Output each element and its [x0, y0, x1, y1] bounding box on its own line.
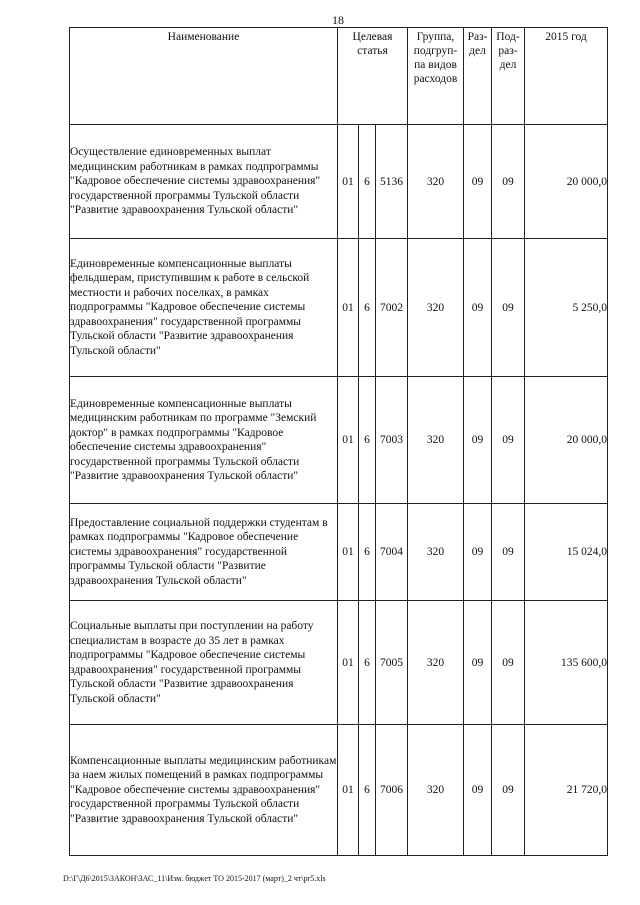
budget-table [69, 27, 608, 856]
table-row [70, 125, 608, 239]
row-section: 09 [464, 239, 492, 377]
row-section: 09 [464, 725, 492, 856]
row-group: 320 [408, 125, 464, 239]
row-code-a: 01 [338, 725, 359, 856]
row-amount: 135 600,0 [525, 601, 608, 725]
row-code-c: 7003 [376, 377, 408, 504]
row-subsection: 09 [492, 601, 525, 725]
row-group: 320 [408, 601, 464, 725]
row-subsection: 09 [492, 377, 525, 504]
row-code-c: 7004 [376, 504, 408, 601]
row-name: Единовременные компенсационные выплаты фельдшерам, приступившим к работе в сельской местности и рабочих поселках, в рамках подпрограммы "Кадровое обеспечение системы здравоохранения" государственной программы Тульской области "Развитие здравоохранения Тульской области" [70, 239, 338, 377]
table-header-row [70, 28, 608, 125]
row-group: 320 [408, 504, 464, 601]
row-section: 09 [464, 377, 492, 504]
row-code-a: 01 [338, 504, 359, 601]
row-code-a: 01 [338, 377, 359, 504]
page-number: 18 [332, 13, 344, 27]
row-group: 320 [408, 377, 464, 504]
header-year: 2015 год [525, 28, 608, 125]
row-code-a: 01 [338, 239, 359, 377]
row-name: Единовременные компенсационные выплаты медицинским работникам по программе "Земский доктор" в рамках подпрограммы "Кадровое обеспечение системы здравоохранения" государственной программы Тульской области "Развитие здравоохранения Тульской области" [70, 377, 338, 504]
row-code-c: 7006 [376, 725, 408, 856]
row-code-c: 7002 [376, 239, 408, 377]
row-group: 320 [408, 239, 464, 377]
row-amount: 21 720,0 [525, 725, 608, 856]
row-code-b: 6 [359, 125, 376, 239]
table-row [70, 377, 608, 504]
header-name: Наименование [70, 28, 338, 125]
row-name: Социальные выплаты при поступлении на работу специалистам в возрасте до 35 лет в рамках подпрограммы "Кадровое обеспечение системы здравоохранения" государственной программы Тульской области "Развитие здравоохранения Тульской области" [70, 601, 338, 725]
header-target-article: Целевая статья [338, 28, 408, 125]
header-group: Группа, подгруп- па видов расходов [408, 28, 464, 125]
table-body [70, 125, 608, 856]
header-section: Раз- дел [464, 28, 492, 125]
row-amount: 5 250,0 [525, 239, 608, 377]
row-section: 09 [464, 504, 492, 601]
row-subsection: 09 [492, 239, 525, 377]
row-code-a: 01 [338, 601, 359, 725]
row-code-b: 6 [359, 601, 376, 725]
table-row [70, 239, 608, 377]
row-amount: 20 000,0 [525, 125, 608, 239]
row-code-a: 01 [338, 125, 359, 239]
header-subsection: Под- раз- дел [492, 28, 525, 125]
row-subsection: 09 [492, 125, 525, 239]
table-row [70, 725, 608, 856]
row-code-b: 6 [359, 725, 376, 856]
row-amount: 15 024,0 [525, 504, 608, 601]
row-code-b: 6 [359, 377, 376, 504]
row-code-b: 6 [359, 504, 376, 601]
row-section: 09 [464, 601, 492, 725]
row-code-c: 5136 [376, 125, 408, 239]
row-section: 09 [464, 125, 492, 239]
table-row [70, 601, 608, 725]
row-subsection: 09 [492, 504, 525, 601]
row-subsection: 09 [492, 725, 525, 856]
row-name: Осуществление единовременных выплат медицинским работникам в рамках подпрограммы "Кадровое обеспечение системы здравоохранения" государственной программы Тульской области "Развитие здравоохранения Тульской области" [70, 125, 338, 239]
file-path-footer: D:\Г\Д6\2015\ЗАКОН\ЗАС_11\Изм. бюджет ТО 2015-2017 (март)_2 чт\pr5.xls [63, 874, 326, 883]
row-code-b: 6 [359, 239, 376, 377]
row-name: Предоставление социальной поддержки студентам в рамках подпрограммы "Кадровое обеспечение системы здравоохранения" государственной программы Тульской области "Развитие здравоохранения Тульской области" [70, 504, 338, 601]
row-amount: 20 000,0 [525, 377, 608, 504]
row-code-c: 7005 [376, 601, 408, 725]
row-name: Компенсационные выплаты медицинским работникам за наем жилых помещений в рамках подпрограммы "Кадровое обеспечение системы здравоохранения" государственной программы Тульской области "Развитие здравоохранения Тульской области" [70, 725, 338, 856]
table-row [70, 504, 608, 601]
row-group: 320 [408, 725, 464, 856]
